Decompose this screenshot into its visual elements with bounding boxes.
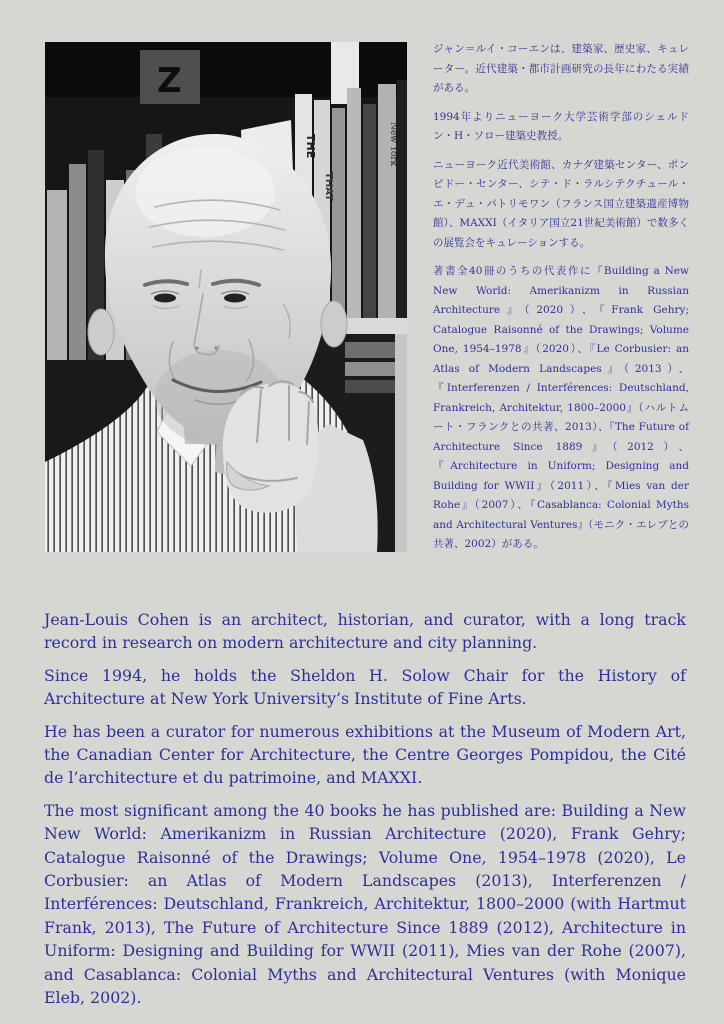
english-bio-paragraph-3: He has been a curator for numerous exhibitions at the Museum of Modern Art, the Canadian Center for Architecture, the Centre Georges Pompidou, the Cité de l’architecture et du patrimoine, and MAXXI. (44, 721, 686, 788)
portrait-photo-illustration (45, 42, 407, 552)
portrait-photo (45, 42, 407, 552)
book-spine-new-york-text: New York (388, 122, 398, 167)
book-spine-the-text: THE (304, 134, 317, 159)
japanese-bio-paragraph-4: 著書全40冊のうちの代表作に『Building a New New World: Amerikanizm in Russian Architecture』（2020）、『Frank Gehry; Catalogue Raisonné of the Drawings; Volume One, 1954–1978』（2020）、『Le Corbusier: an Atlas of Modern Landscapes』（2013）、『Interferenzen / Interférences: Deutschland, Frankreich, Architektur, 1800–2000』（ハルトムート・フランクとの共著、2013）、『The Future of Architecture Since 1889』（2012）、『Architecture in Uniform; Designing and Building for WWII』（2011）、『Mies van der Rohe』（2007）、『Casablanca: Colonial Myths and Architectural Ventures』（モニク・エレブとの共著、2002）がある。 (433, 265, 689, 550)
japanese-bio (433, 40, 689, 555)
ear-left (88, 309, 114, 355)
japanese-bio-paragraph-3: ニューヨーク近代美術館、カナダ建築センター、ポンピドー・センター、シテ・ド・ラルシテクチュール・エ・デュ・パトリモワン（フランス国立建築遺産博物館）、MAXXI（イタリア国立21世紀美術館）で数多くの展覧会をキュレーションする。 (433, 158, 689, 249)
english-bio-paragraph-2: Since 1994, he holds the Sheldon H. Solow Chair for the History of Architecture at New York University’s Institute of Fine Arts. (44, 665, 686, 709)
japanese-bio-paragraph-1: ジャン＝ルイ・コーエンは、建築家、歴史家、キュレーター。近代建築・都市計画研究の長年にわたる実績がある。 (433, 43, 689, 94)
japanese-bio-paragraph-2: 1994年よりニューヨーク大学芸術学部のシェルドン・H・ソロー建築史教授。 (433, 110, 689, 142)
english-bio-paragraph-1: Jean-Louis Cohen is an architect, historian, and curator, with a long track record in research on modern architecture and city planning. (44, 610, 686, 653)
book-spine-that-text: THAT (323, 172, 334, 201)
book-spine-z-text: Z (157, 61, 182, 101)
english-bio-paragraph-4: The most significant among the 40 books he has published are: Building a New New World: Amerikanizm in Russian Architecture (2020), Frank Gehry; Catalogue Raisonné of the Drawings; Volume One, 1954–1978 (2020), Le Corbusier: an Atlas of Modern Landscapes (2013), Interferenzen / Interférences: Deutschland, Frankreich, Architektur, 1800–2000 (with Hartmut Frank, 2013), The Future of Architecture Since 1889 (2012), Architecture in Uniform: Designing and Building for WWII (2011), Mies van der Rohe (2007), and Casablanca: Colonial Myths and Architectural Ventures (with Monique Eleb, 2002). (44, 800, 686, 1008)
ear-right (321, 301, 347, 347)
portrait-fist (223, 381, 319, 512)
english-bio (44, 608, 686, 1010)
